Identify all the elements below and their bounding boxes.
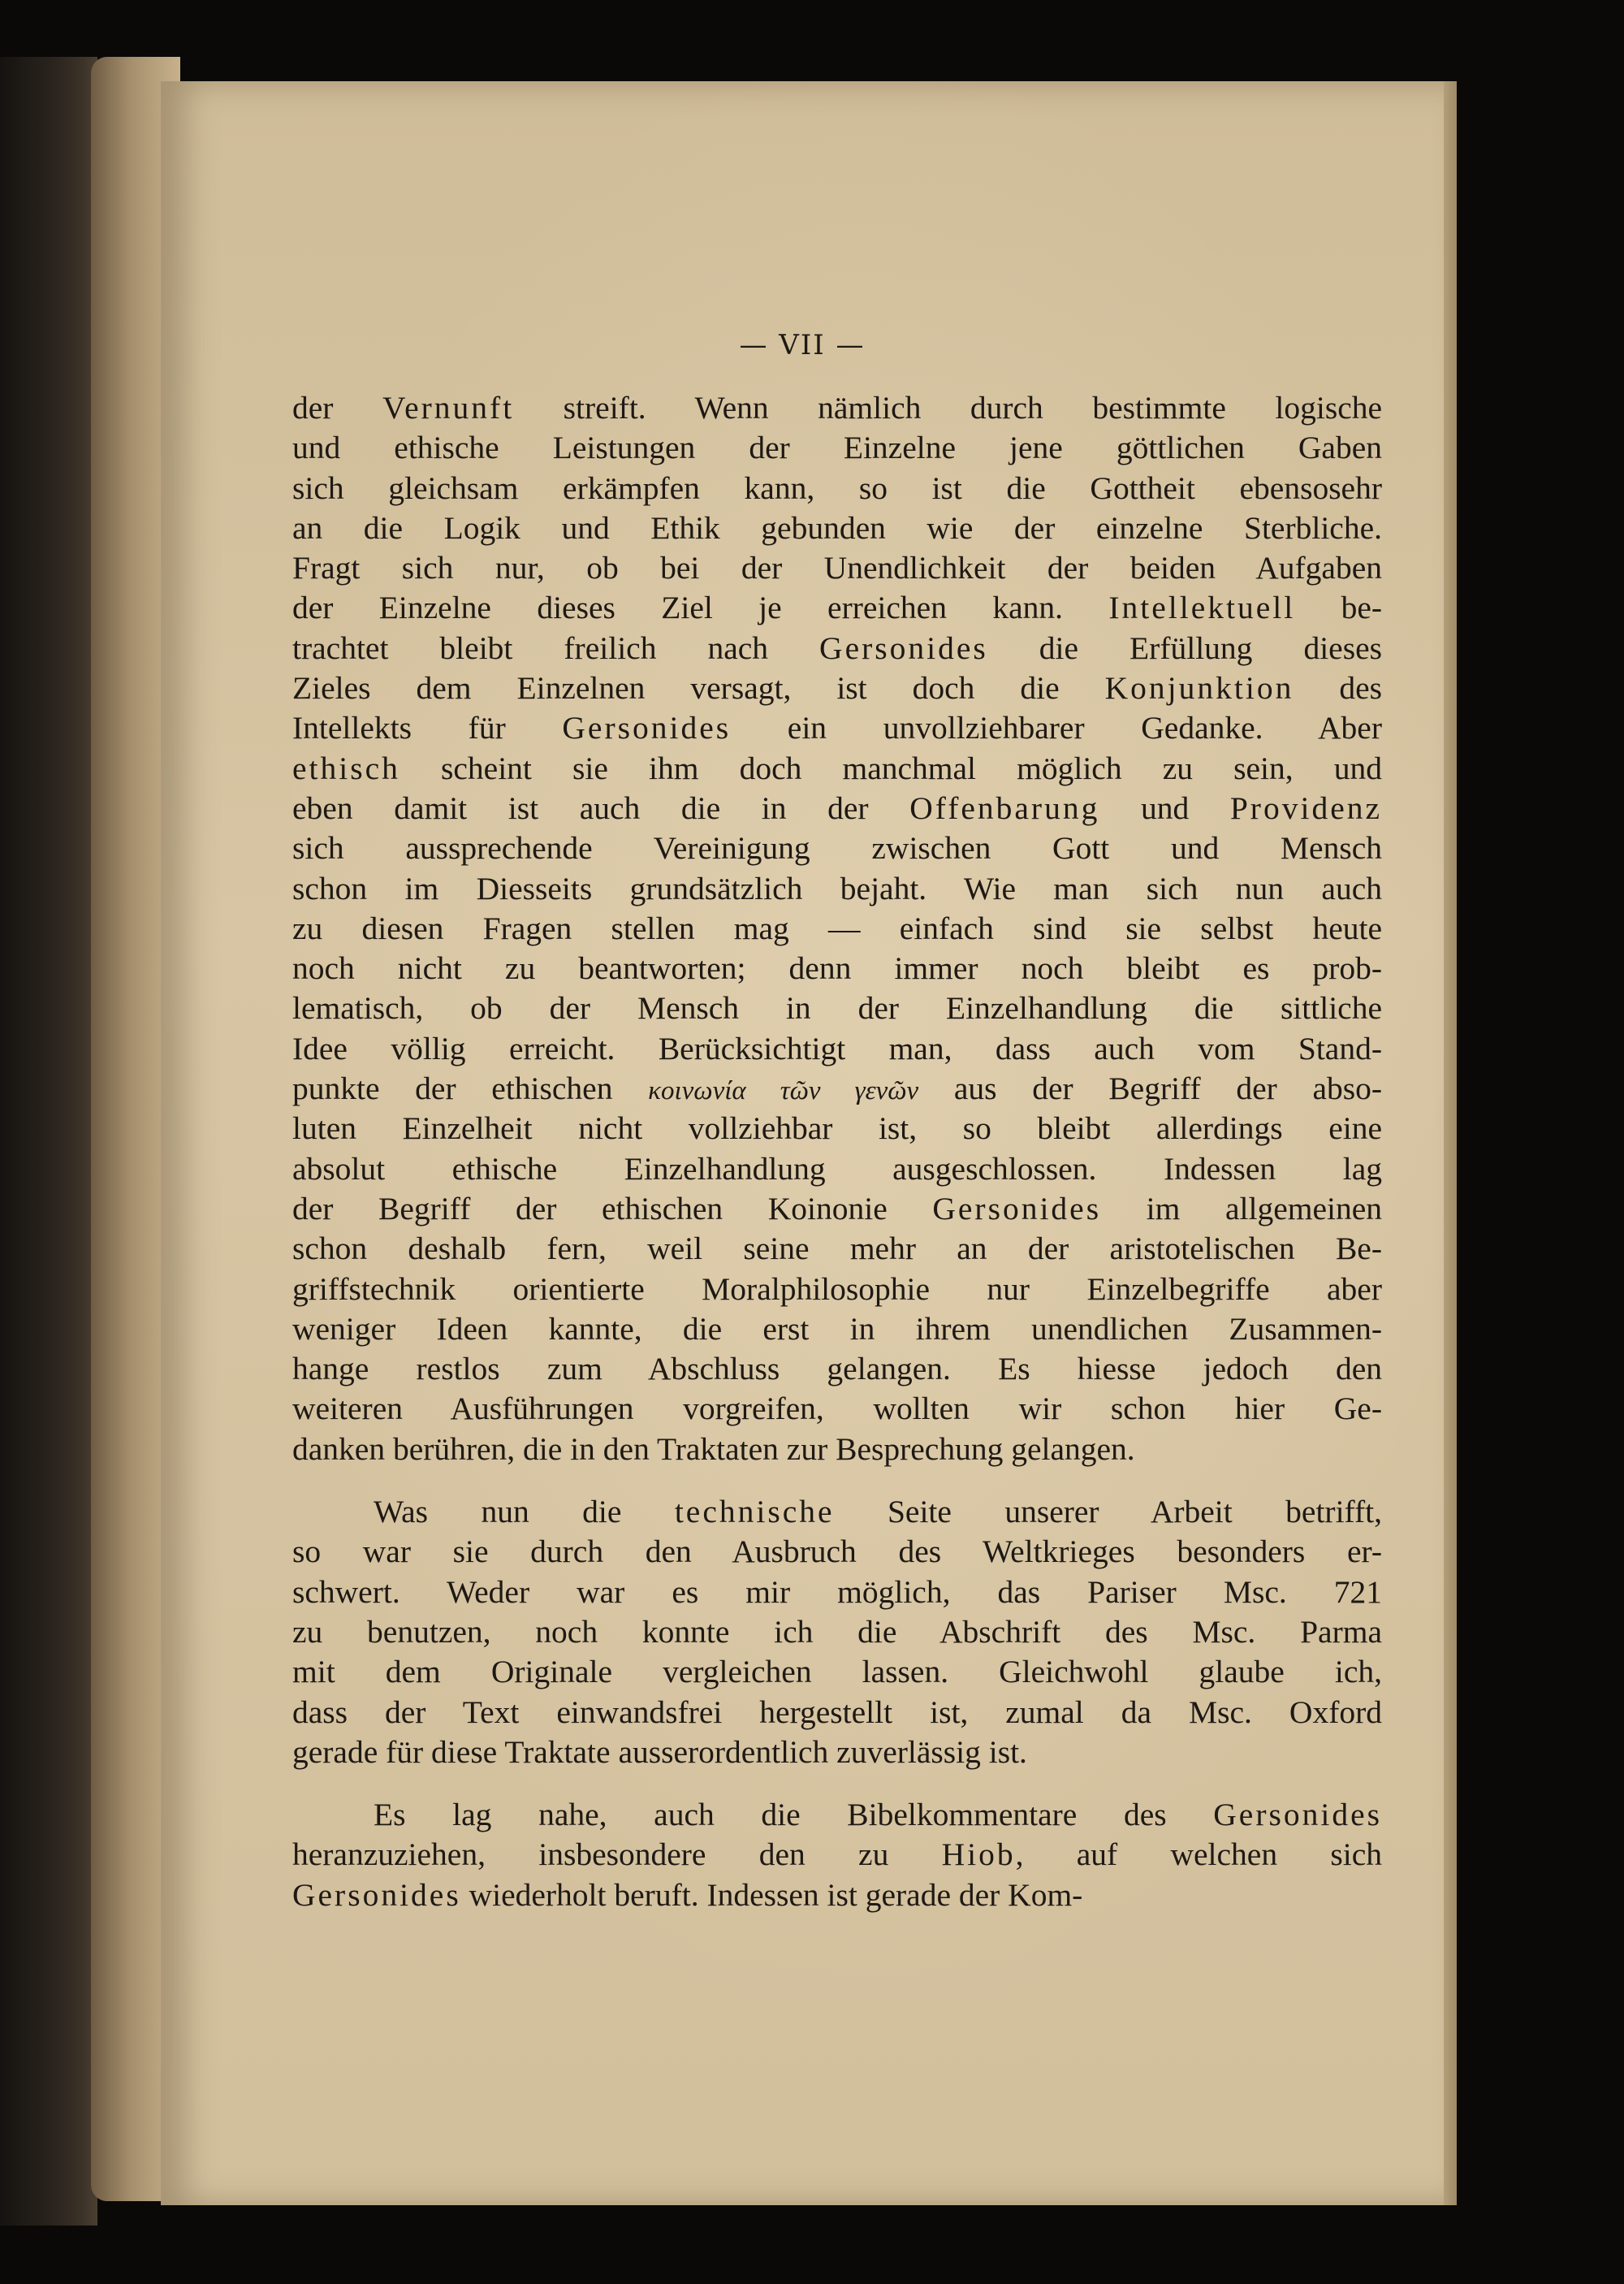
text-line <box>292 1572 1382 1612</box>
text-line <box>292 1029 1382 1069</box>
text-line <box>292 588 1382 628</box>
text-run: ein unvollziehbarer Gedanke. Aber <box>731 710 1382 746</box>
text-line <box>292 1532 1382 1572</box>
spaced-emphasis: Gersonides <box>292 1876 461 1913</box>
text-line <box>292 988 1382 1028</box>
text-run: des <box>1294 670 1382 707</box>
text-line <box>292 869 1382 909</box>
text-line <box>292 1795 1382 1835</box>
text-run: Zieles dem Einzelnen versagt, ist doch die <box>292 670 1105 707</box>
text-run: an die Logik und Ethik gebunden wie der einzelne Sterbliche. <box>292 509 1382 546</box>
paragraph <box>292 388 1382 1469</box>
text-run: und <box>1099 789 1230 826</box>
paragraph <box>292 1492 1382 1772</box>
text-line <box>292 1270 1382 1309</box>
text-line <box>292 828 1382 868</box>
spaced-emphasis: Gersonides <box>562 710 732 746</box>
text-run: absolut ethische Einzelhandlung ausgeschlossen. Indessen lag <box>292 1150 1382 1187</box>
text-run: scheint sie ihm doch manchmal möglich zu sein, und <box>400 750 1382 786</box>
text-line <box>292 469 1382 508</box>
text-run: noch nicht zu beantworten; denn immer noch bleibt es prob- <box>292 950 1382 987</box>
text-run: sich aussprechende Vereinigung zwischen Gott und Mensch <box>292 830 1382 867</box>
text-run: be- <box>1295 590 1382 626</box>
text-run: so war sie durch den Ausbruch des Weltkrieges besonders er- <box>292 1533 1382 1570</box>
text-line <box>292 1612 1382 1652</box>
spaced-emphasis: Intellektuell <box>1108 590 1296 626</box>
text-run: aus der Begriff der abso- <box>918 1071 1383 1107</box>
text-run: sich gleichsam erkämpfen kann, so ist die Gottheit ebensosehr <box>292 469 1382 506</box>
text-run: Seite unserer Arbeit betrifft, <box>834 1494 1382 1530</box>
text-line <box>292 1835 1382 1875</box>
text-line <box>292 909 1382 949</box>
paragraph-gap <box>292 1772 1382 1795</box>
text-line <box>292 1875 1382 1915</box>
text-line <box>292 1309 1382 1349</box>
text-run: gerade für diese Traktate ausserordentlich zuverlässig ist. <box>292 1733 1027 1770</box>
text-run: lematisch, ob der Mensch in der Einzelhandlung die sittliche <box>292 990 1382 1027</box>
text-line <box>292 1149 1382 1189</box>
text-run: trachtet bleibt freilich nach <box>292 629 820 666</box>
paragraph <box>292 1795 1382 1915</box>
text-line <box>292 1732 1382 1772</box>
text-run: weniger Ideen kannte, die erst in ihrem unendlichen Zusammen- <box>292 1310 1382 1347</box>
text-run: griffstechnik orientierte Moralphilosophie nur Einzelbegriffe aber <box>292 1270 1382 1307</box>
text-run: der Einzelne dieses Ziel je erreichen kann. <box>292 590 1109 626</box>
text-line <box>292 949 1382 988</box>
text-run: weiteren Ausführungen vorgreifen, wollten wir schon hier Ge- <box>292 1391 1382 1427</box>
body-text <box>292 388 1382 1915</box>
page-number-header: — VII — <box>739 329 866 361</box>
text-run: eben damit ist auch die in der <box>292 789 910 826</box>
text-line <box>292 428 1382 468</box>
text-run: schon deshalb fern, weil seine mehr an der aristotelischen Be- <box>292 1231 1382 1267</box>
spaced-emphasis: Hiob <box>941 1836 1016 1873</box>
text-line <box>292 1389 1382 1429</box>
text-run: Es lag nahe, auch die Bibelkommentare des <box>374 1797 1214 1833</box>
spaced-emphasis: Gersonides <box>819 629 988 666</box>
paragraph-gap <box>292 1469 1382 1492</box>
text-line <box>292 508 1382 548</box>
text-run: schon im Diesseits grundsätzlich bejaht. Wie man sich nun auch <box>292 870 1382 906</box>
text-run: danken berühren, die in den Traktaten zur Besprechung gelangen. <box>292 1430 1135 1467</box>
text-line <box>292 708 1382 748</box>
spaced-emphasis: technische <box>674 1494 835 1530</box>
text-run: im allgemeinen <box>1101 1190 1382 1226</box>
text-line <box>292 1693 1382 1732</box>
text-line <box>292 789 1382 828</box>
text-run: luten Einzelheit nicht vollziehbar ist, so bleibt allerdings eine <box>292 1110 1382 1147</box>
text-run: dass der Text einwandsfrei hergestellt ist, zumal da Msc. Oxford <box>292 1694 1382 1730</box>
text-run: die Erfüllung dieses <box>987 629 1382 666</box>
text-line <box>292 1652 1382 1692</box>
text-run: Was nun die <box>374 1494 675 1530</box>
text-line <box>292 1349 1382 1389</box>
text-run: der <box>292 390 382 426</box>
spaced-emphasis: ethisch <box>292 750 400 786</box>
text-line <box>292 1492 1382 1532</box>
text-run: schwert. Weder war es mir möglich, das Pariser Msc. 721 <box>292 1573 1382 1610</box>
spaced-emphasis: Konjunktion <box>1104 670 1294 707</box>
text-run: mit dem Originale vergleichen lassen. Gleichwohl glaube ich, <box>292 1654 1382 1690</box>
text-run: und ethische Leistungen der Einzelne jene göttlichen Gaben <box>292 430 1382 466</box>
text-line <box>292 1229 1382 1269</box>
text-run: zu benutzen, noch konnte ich die Abschrift des Msc. Parma <box>292 1613 1382 1650</box>
text-line <box>292 1069 1382 1109</box>
spaced-emphasis: Offenbarung <box>909 789 1100 826</box>
spaced-emphasis: Gersonides <box>932 1190 1102 1226</box>
previous-page-edge <box>0 57 97 2226</box>
text-run: hange restlos zum Abschluss gelangen. Es hiesse jedoch den <box>292 1351 1382 1387</box>
text-run: Intellekts für <box>292 710 563 746</box>
spaced-emphasis: Providenz <box>1229 789 1383 826</box>
text-run: Idee völlig erreicht. Berücksichtigt man, dass auch vom Stand- <box>292 1030 1382 1066</box>
text-run: wiederholt beruft. Indessen ist gerade der Kom- <box>460 1876 1083 1913</box>
book-page <box>161 81 1444 2205</box>
greek-phrase: κοινωνία τῶν γενῶν <box>648 1076 919 1106</box>
text-line <box>292 668 1382 708</box>
text-line <box>292 629 1382 668</box>
text-line <box>292 749 1382 789</box>
text-run: punkte der ethischen <box>292 1071 649 1107</box>
spaced-emphasis: Gersonides <box>1213 1797 1382 1833</box>
text-run: der Begriff der ethischen Koinonie <box>292 1190 933 1226</box>
text-line <box>292 1109 1382 1148</box>
text-run: zu diesen Fragen stellen mag — einfach sind sie selbst heute <box>292 910 1382 946</box>
text-line <box>292 1189 1382 1229</box>
text-run: , auf welchen sich <box>1015 1836 1382 1873</box>
text-run: Fragt sich nur, ob bei der Unendlichkeit der beiden Aufgaben <box>292 550 1382 586</box>
text-line <box>292 548 1382 588</box>
text-line <box>292 1430 1382 1469</box>
text-line <box>292 388 1382 428</box>
text-run: heranzuziehen, insbesondere den zu <box>292 1836 942 1873</box>
text-run: streift. Wenn nämlich durch bestimmte logische <box>514 390 1383 426</box>
spaced-emphasis: Vernunft <box>382 390 515 426</box>
